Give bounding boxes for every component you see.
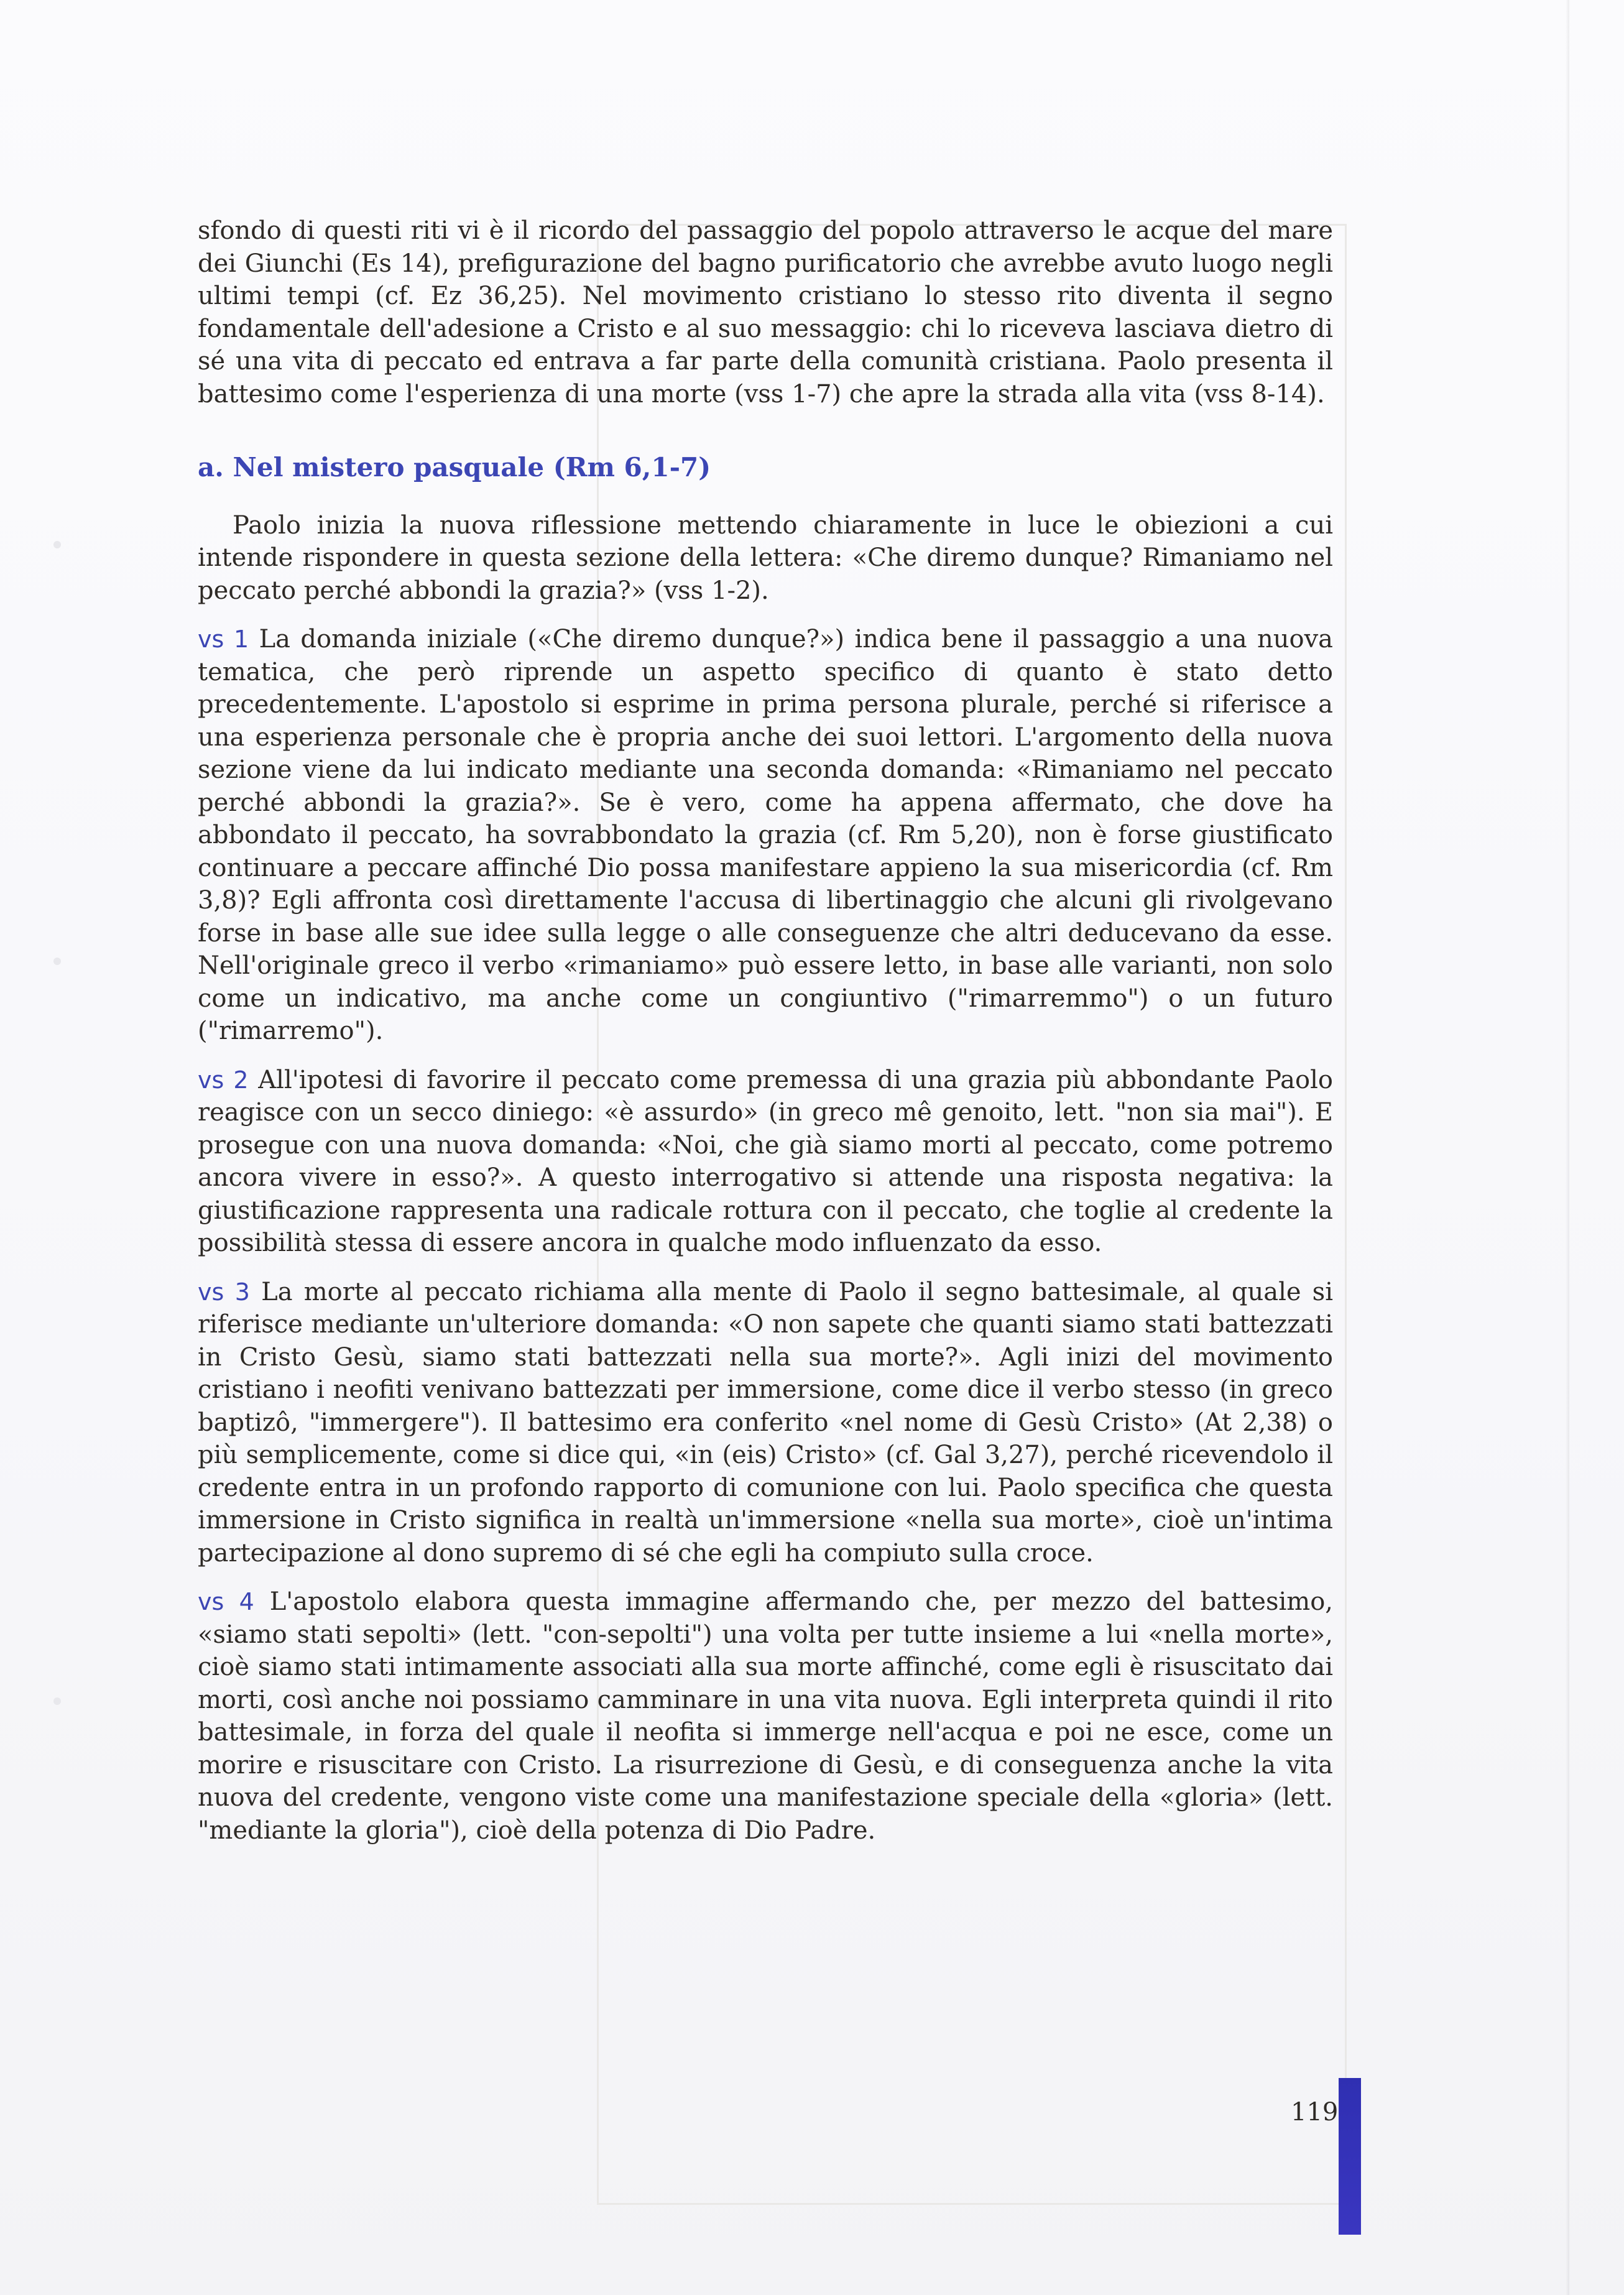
verse-label: vs 2 (198, 1066, 249, 1094)
binder-hole-mark (53, 541, 61, 548)
verse-label: vs 4 (198, 1588, 254, 1615)
verse-label: vs 1 (198, 626, 249, 653)
verse-text: La morte al peccato richiama alla mente di Paolo il segno battesimale, al quale si riferisce mediante un'ulteriore domanda: «O non sapete che quanti siamo stati battezzati in Cristo Gesù, siamo stati battezzati nella sua morte?». Agli inizi del movimento cristiano i neofiti venivano battezzati per immersione, come dice il verbo stesso (in greco baptizô, "immergere"). Il battesimo era conferito «nel nome di Gesù Cristo» (At 2,38) o più semplicemente, come si dice qui, «in (eis) Cristo» (cf. Gal 3,27), perché ricevendolo il credente entra in un profondo rapporto di comunione con lui. Paolo specifica che questa immersione in Cristo significa in realtà un'immersione «nella sua morte», cioè un'intima partecipazione al dono supremo di sé che egli ha compiuto sulla croce. (198, 1277, 1334, 1568)
page-tab-bar (1339, 2078, 1361, 2235)
binder-hole-mark (53, 958, 61, 965)
verse-paragraph (198, 1586, 1333, 1847)
verse-text: La domanda iniziale («Che diremo dunque?») indica bene il passaggio a una nuova tematica, che però riprende un aspetto specifico di quanto è stato detto precedentemente. L'apostolo si esprime in prima persona plurale, perché si riferisce a una esperienza personale che è propria anche dei suoi lettori. L'argomento della nuova sezione viene da lui indicato mediante una seconda domanda: «Rimaniamo nel peccato perché abbondi la grazia?». Se è vero, come ha appena affermato, che dove ha abbondato il peccato, ha sovrabbondato la grazia (cf. Rm 5,20), non è forse giustificato continuare a peccare affinché Dio possa manifestare appieno la sua misericordia (cf. Rm 3,8)? Egli affronta così direttamente l'accusa di libertinaggio che alcuni gli rivolgevano forse in base alle sue idee sulla legge o alle conseguenze che altri deducevano da esse. Nell'originale greco il verbo «rimaniamo» può essere letto, in base alle varianti, non solo come un indicativo, ma anche come un congiuntivo ("rimarremmo") o un futuro ("rimarremo"). (198, 625, 1334, 1045)
verse-paragraph (198, 1276, 1333, 1570)
verse-paragraph (198, 1064, 1333, 1260)
verse-text: L'apostolo elabora questa immagine affermando che, per mezzo del battesimo, «siamo stati sepolti» (lett. "con-sepolti") una volta per tutte insieme a lui «nella morte», cioè siamo stati intimamente associati alla sua morte affinché, come egli è risuscitato dai morti, così anche noi possiamo camminare in una vita nuova. Egli interpreta quindi il rito battesimale, in forza del quale il neofita si immerge nell'acqua e poi ne esce, come un morire e risuscitare con Cristo. La risurrezione di Gesù, e di conseguenza anche la vita nuova del credente, vengono viste come una manifestazione speciale della «gloria» (lett. "mediante la gloria"), cioè della potenza di Dio Padre. (198, 1587, 1333, 1845)
page-number: 119 (1291, 2098, 1339, 2126)
intro-paragraph: sfondo di questi riti vi è il ricordo del passaggio del popolo attraverso le acque del mare dei Giunchi (Es 14), prefigurazione del bagno purificatorio che avrebbe avuto luogo negli ultimi tempi (cf. Ez 36,25). Nel movimento cristiano lo stesso rito diventa il segno fondamentale dell'adesione a Cristo e al suo messaggio: chi lo riceveva lasciava dietro di sé una vita di peccato ed entrava a far parte della comunità cristiana. Paolo presenta il battesimo come l'esperienza di una morte (vss 1-7) che apre la strada alla vita (vss 8-14). (198, 216, 1333, 409)
body-text (198, 215, 1333, 1863)
binder-hole-mark (53, 1697, 61, 1705)
verse-text: All'ipotesi di favorire il peccato come premessa di una grazia più abbondante Paolo reagisce con un secco diniego: «è assurdo» (in greco mê genoito, lett. "non sia mai"). E prosegue con una nuova domanda: «Noi, che già siamo morti al peccato, come potremo ancora vivere in esso?». A questo interrogativo si attende una risposta negativa: la giustificazione rappresenta una radicale rottura con il peccato, che toglie al credente la possibilità stessa di essere ancora in qualche modo influenzato da esso. (198, 1065, 1333, 1257)
section-heading: a. Nel mistero pasquale (Rm 6,1-7) (198, 452, 711, 483)
verse-paragraph (198, 623, 1333, 1048)
lead-paragraph: Paolo inizia la nuova riflessione mettendo chiaramente in luce le obiezioni a cui intende rispondere in questa sezione della lettera: «Che diremo dunque? Rimaniamo nel peccato perché abbondi la grazia?» (vss 1-2). (198, 510, 1333, 605)
page-edge (1566, 0, 1569, 2295)
verse-label: vs 3 (198, 1278, 250, 1306)
